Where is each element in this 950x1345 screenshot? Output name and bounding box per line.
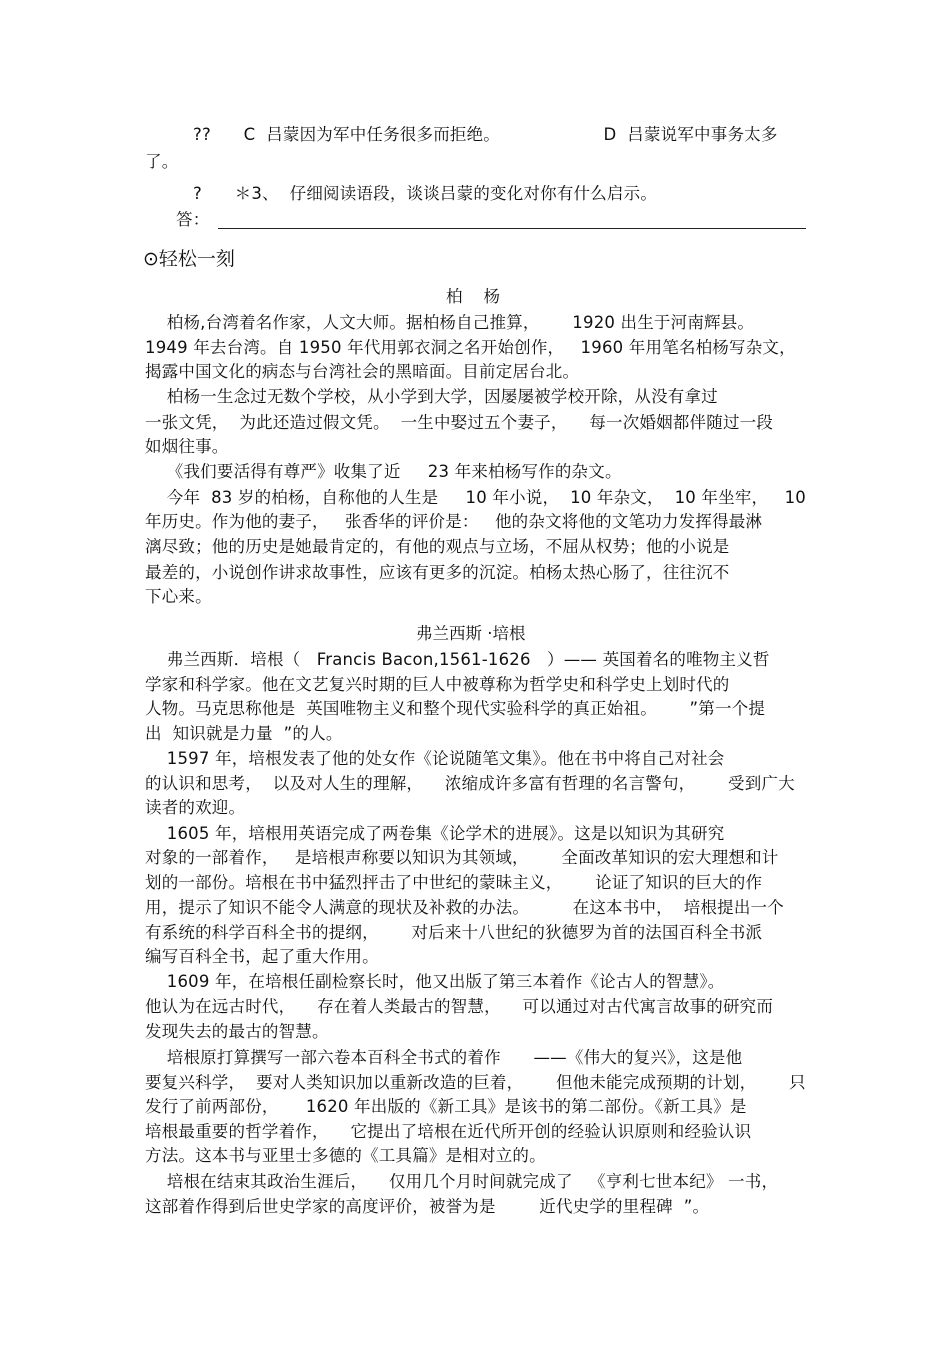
bo-yang-line: 一张文凭， 为此还造过假文凭。 一生中娶过五个妻子， 每一次婚姻都伴随过一段 (145, 413, 774, 432)
answer-label: 答： (176, 210, 210, 229)
bacon-line: 有系统的科学百科全书的提纲， 对后来十八世纪的狄德罗为首的法国百科全书派 (145, 923, 763, 942)
bo-yang-line: 年历史。作为他的妻子， 张香华的评价是： 他的杂文将他的文笔功力发挥得最淋 (145, 512, 763, 531)
quiz-option-c-d: ?? C 吕蒙因为军中任务很多而拒绝。 D 吕蒙说军中事务太多 (193, 125, 778, 144)
bo-yang-line: 柏杨一生念过无数个学校，从小学到大学，因屡屡被学校开除，从没有拿过 (145, 387, 718, 406)
bacon-line: 这部着作得到后世史学家的高度评价，被誉为是 近代史学的里程碑 ”。 (145, 1197, 710, 1216)
bo-yang-line: 《我们要活得有尊严》收集了近 23 年来柏杨写作的杂文。 (145, 462, 622, 481)
bacon-line: 读者的欢迎。 (145, 798, 246, 817)
bacon-line: 人物。马克思称他是 英国唯物主义和整个现代实验科学的真正始祖。 ”第一个提 (145, 699, 766, 718)
bo-yang-line: 柏杨,台湾着名作家，人文大师。据柏杨自己推算， 1920 出生于河南辉县。 (145, 313, 755, 332)
quiz-option-d-continued: 了。 (145, 152, 179, 171)
section-title: ⊙轻松一刻 (143, 248, 235, 270)
bacon-line: 学家和科学家。他在文艺复兴时期的巨人中被尊称为哲学史和科学史上划时代的 (145, 675, 730, 694)
bacon-line: 培根最重要的哲学着作， 它提出了培根在近代所开创的经验认识原则和经验认识 (145, 1122, 752, 1141)
bacon-line: 发行了前两部份， 1620 年出版的《新工具》是该书的第二部份。《新工具》是 (145, 1097, 747, 1116)
bacon-line: 用，提示了知识不能令人满意的现状及补救的办法。 在这本书中， 培根提出一个 (145, 898, 784, 917)
bacon-line: 1609 年，在培根任副检察长时，他又出版了第三本着作《论古人的智慧》。 (145, 972, 725, 991)
bo-yang-line: 如烟往事。 (145, 437, 229, 456)
answer-blank-line (218, 228, 806, 229)
bacon-line: 他认为在远古时代， 存在着人类最古的智慧， 可以通过对古代寓言故事的研究而 (145, 997, 774, 1016)
bo-yang-line: 揭露中国文化的病态与台湾社会的黑暗面。目前定居台北。 (145, 362, 580, 381)
bacon-title: 弗兰西斯 ·培根 (416, 624, 526, 643)
bacon-line: 培根原打算撰写一部六卷本百科全书式的着作 ——《伟大的复兴》，这是他 (145, 1048, 743, 1067)
bo-yang-title: 柏 杨 (446, 287, 500, 306)
bo-yang-line: 最差的，小说创作讲求故事性，应该有更多的沉淀。柏杨太热心肠了，往往沉不 (145, 563, 730, 582)
bacon-line: 培根在结束其政治生涯后， 仅用几个月时间就完成了 《亨利七世本纪》 一书， (145, 1172, 779, 1191)
bacon-line: 要复兴科学， 要对人类知识加以重新改造的巨着， 但他未能完成预期的计划， 只 (145, 1073, 806, 1092)
bacon-line: 的认识和思考， 以及对人生的理解， 浓缩成许多富有哲理的名言警句， 受到广大 (145, 774, 795, 793)
bacon-line: 弗兰西斯．培根（ Francis Bacon,1561-1626 ）—— 英国着名的唯物主义哲 (145, 650, 770, 669)
quiz-question-3: ? ＊3、 仔细阅读语段，谈谈吕蒙的变化对你有什么启示。 (193, 184, 658, 203)
bo-yang-line: 今年 83 岁的柏杨，自称他的人生是 10 年小说， 10 年杂文， 10 年坐牢， 10 (145, 488, 806, 507)
bo-yang-line: 漓尽致；他的历史是她最肯定的，有他的观点与立场，不屈从权势；他的小说是 (145, 537, 730, 556)
bacon-line: 1605 年，培根用英语完成了两卷集《论学术的进展》。这是以知识为其研究 (145, 824, 725, 843)
bo-yang-line: 1949 年去台湾。自 1950 年代用郭衣洞之名开始创作， 1960 年用笔名柏杨写杂文， (145, 338, 796, 357)
bacon-line: 对象的一部着作， 是培根声称要以知识为其领域， 全面改革知识的宏大理想和计 (145, 848, 779, 867)
bacon-line: 1597 年，培根发表了他的处女作《论说随笔文集》。他在书中将自己对社会 (145, 749, 725, 768)
bacon-line: 出 知识就是力量 ”的人。 (145, 724, 343, 743)
bacon-line: 发现失去的最古的智慧。 (145, 1022, 329, 1041)
bacon-line: 划的一部份。培根在书中猛烈抨击了中世纪的蒙昧主义， 论证了知识的巨大的作 (145, 873, 763, 892)
bo-yang-line: 下心来。 (145, 587, 212, 606)
bacon-line: 方法。这本书与亚里士多德的《工具篇》是相对立的。 (145, 1146, 546, 1165)
bacon-line: 编写百科全书，起了重大作用。 (145, 947, 379, 966)
